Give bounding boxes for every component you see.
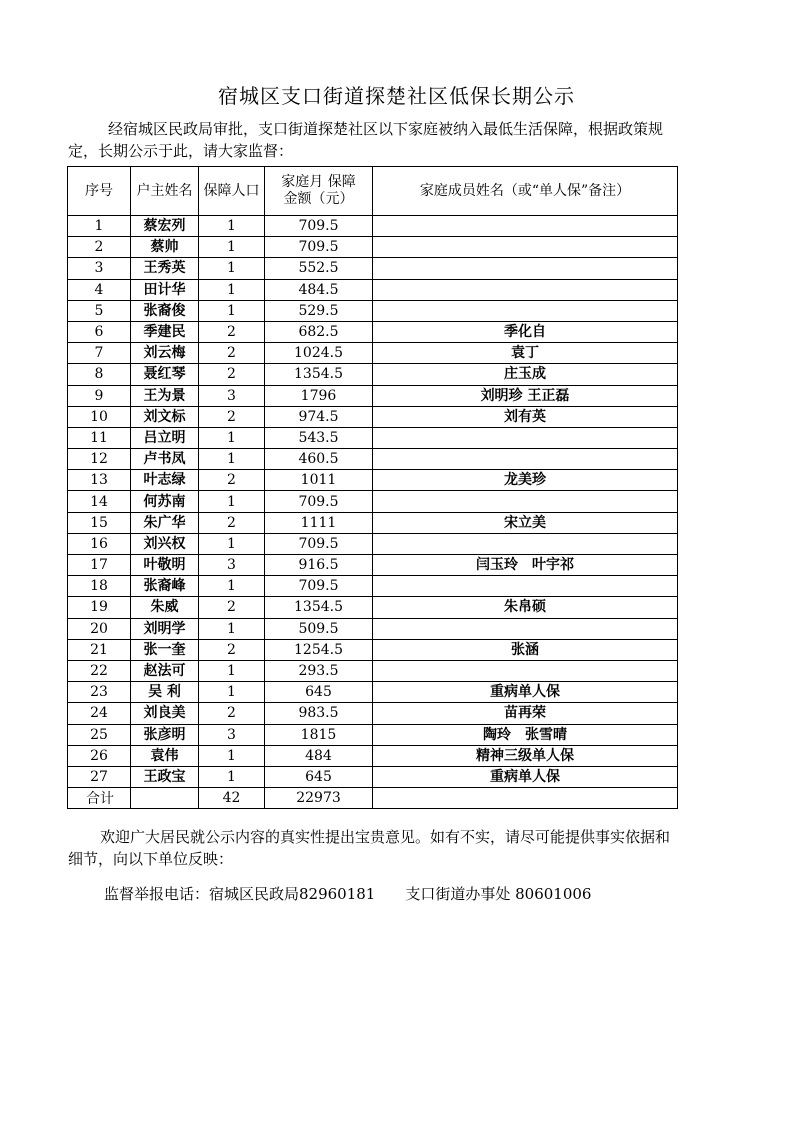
row-monthly-amount: 983.5	[265, 703, 373, 724]
row-serial-number: 23	[68, 682, 131, 703]
total-persons: 42	[199, 788, 265, 809]
intro-paragraph: 经宿城区民政局审批，支口街道探楚社区以下家庭被纳入最低生活保障，根据政策规定，长期公示于此，请大家监督：	[68, 120, 664, 160]
row-covered-persons: 2	[199, 512, 265, 533]
row-monthly-amount: 1024.5	[265, 343, 373, 364]
row-covered-persons: 3	[199, 724, 265, 745]
row-monthly-amount: 1354.5	[265, 364, 373, 385]
row-covered-persons: 2	[199, 470, 265, 491]
row-household-head: 田计华	[131, 279, 199, 300]
row-serial-number: 9	[68, 385, 131, 406]
row-monthly-amount: 543.5	[265, 427, 373, 448]
row-covered-persons: 1	[199, 427, 265, 448]
row-serial-number: 13	[68, 470, 131, 491]
row-monthly-amount: 1011	[265, 470, 373, 491]
row-household-head: 张彦明	[131, 724, 199, 745]
row-monthly-amount: 1796	[265, 385, 373, 406]
row-family-members: 龙美珍	[373, 470, 678, 491]
row-household-head: 叶志绿	[131, 470, 199, 491]
row-family-members: 重病单人保	[373, 682, 678, 703]
row-family-members	[373, 533, 678, 554]
table-row	[68, 364, 678, 385]
table-row	[68, 745, 678, 766]
header-household-head: 户主姓名	[131, 167, 199, 216]
row-family-members	[373, 279, 678, 300]
table-row	[68, 576, 678, 597]
table-row	[68, 321, 678, 342]
row-serial-number: 17	[68, 555, 131, 576]
row-family-members: 重病单人保	[373, 766, 678, 787]
row-serial-number: 1	[68, 216, 131, 237]
row-covered-persons: 1	[199, 279, 265, 300]
row-monthly-amount: 916.5	[265, 555, 373, 576]
row-family-members: 朱帛硕	[373, 597, 678, 618]
table-row	[68, 449, 678, 470]
row-monthly-amount: 529.5	[265, 300, 373, 321]
total-row	[68, 788, 678, 809]
row-household-head: 卢书凤	[131, 449, 199, 470]
table-row	[68, 279, 678, 300]
header-monthly-amount: 家庭月 保障金额（元）	[265, 167, 373, 216]
row-monthly-amount: 709.5	[265, 237, 373, 258]
row-family-members	[373, 237, 678, 258]
table-row	[68, 703, 678, 724]
row-covered-persons: 2	[199, 364, 265, 385]
header-family-members: 家庭成员姓名（或“单人保”备注）	[373, 167, 678, 216]
table-row	[68, 300, 678, 321]
row-covered-persons: 1	[199, 745, 265, 766]
row-family-members: 精神三级单人保	[373, 745, 678, 766]
row-family-members: 陶玲 张雪晴	[373, 724, 678, 745]
row-serial-number: 5	[68, 300, 131, 321]
row-covered-persons: 1	[199, 618, 265, 639]
table-row	[68, 427, 678, 448]
row-household-head: 朱广华	[131, 512, 199, 533]
row-covered-persons: 1	[199, 766, 265, 787]
row-covered-persons: 1	[199, 682, 265, 703]
row-monthly-amount: 709.5	[265, 216, 373, 237]
table-row	[68, 258, 678, 279]
row-covered-persons: 2	[199, 321, 265, 342]
row-family-members	[373, 216, 678, 237]
row-covered-persons: 2	[199, 703, 265, 724]
row-serial-number: 24	[68, 703, 131, 724]
table-row	[68, 470, 678, 491]
row-household-head: 季建民	[131, 321, 199, 342]
row-serial-number: 22	[68, 660, 131, 681]
row-family-members	[373, 491, 678, 512]
row-household-head: 张裔俊	[131, 300, 199, 321]
row-serial-number: 27	[68, 766, 131, 787]
row-monthly-amount: 484.5	[265, 279, 373, 300]
row-serial-number: 6	[68, 321, 131, 342]
table-row	[68, 682, 678, 703]
row-covered-persons: 3	[199, 385, 265, 406]
row-serial-number: 4	[68, 279, 131, 300]
table-row	[68, 660, 678, 681]
row-monthly-amount: 484	[265, 745, 373, 766]
row-household-head: 蔡宏列	[131, 216, 199, 237]
row-serial-number: 15	[68, 512, 131, 533]
closing-paragraph: 欢迎广大居民就公示内容的真实性提出宝贵意见。如有不实，请尽可能提供事实依据和细节，向以下单位反映：	[68, 828, 671, 868]
row-serial-number: 10	[68, 406, 131, 427]
row-household-head: 王秀英	[131, 258, 199, 279]
row-family-members: 张涵	[373, 639, 678, 660]
row-household-head: 吕立明	[131, 427, 199, 448]
row-covered-persons: 3	[199, 555, 265, 576]
assistance-table	[67, 166, 678, 809]
row-family-members	[373, 449, 678, 470]
row-family-members: 苗再荣	[373, 703, 678, 724]
row-serial-number: 18	[68, 576, 131, 597]
total-label: 合计	[68, 788, 131, 809]
total-empty-cell	[131, 788, 199, 809]
row-monthly-amount: 682.5	[265, 321, 373, 342]
row-household-head: 刘云梅	[131, 343, 199, 364]
table-row	[68, 724, 678, 745]
row-monthly-amount: 293.5	[265, 660, 373, 681]
row-household-head: 张裔峰	[131, 576, 199, 597]
row-covered-persons: 2	[199, 343, 265, 364]
row-household-head: 袁伟	[131, 745, 199, 766]
header-covered-persons: 保障人口	[199, 167, 265, 216]
row-family-members: 闫玉玲 叶宇祁	[373, 555, 678, 576]
table-row	[68, 491, 678, 512]
row-monthly-amount: 709.5	[265, 576, 373, 597]
row-serial-number: 12	[68, 449, 131, 470]
row-family-members	[373, 427, 678, 448]
row-family-members: 庄玉成	[373, 364, 678, 385]
table-header-row	[68, 167, 678, 216]
row-household-head: 蔡帅	[131, 237, 199, 258]
row-monthly-amount: 974.5	[265, 406, 373, 427]
row-household-head: 王为景	[131, 385, 199, 406]
table-row	[68, 555, 678, 576]
table-body	[68, 216, 678, 788]
row-monthly-amount: 1815	[265, 724, 373, 745]
row-family-members	[373, 258, 678, 279]
table-row	[68, 406, 678, 427]
row-monthly-amount: 645	[265, 766, 373, 787]
row-serial-number: 7	[68, 343, 131, 364]
row-covered-persons: 1	[199, 237, 265, 258]
row-serial-number: 8	[68, 364, 131, 385]
table-row	[68, 639, 678, 660]
row-family-members	[373, 300, 678, 321]
row-monthly-amount: 552.5	[265, 258, 373, 279]
row-household-head: 赵法可	[131, 660, 199, 681]
row-monthly-amount: 509.5	[265, 618, 373, 639]
total-members-cell	[373, 788, 678, 809]
row-monthly-amount: 1111	[265, 512, 373, 533]
row-covered-persons: 1	[199, 258, 265, 279]
row-household-head: 聂红琴	[131, 364, 199, 385]
table-row	[68, 533, 678, 554]
table-row	[68, 343, 678, 364]
row-household-head: 张一奎	[131, 639, 199, 660]
row-covered-persons: 2	[199, 406, 265, 427]
row-serial-number: 11	[68, 427, 131, 448]
table-row	[68, 597, 678, 618]
row-family-members: 刘有英	[373, 406, 678, 427]
row-household-head: 吴 利	[131, 682, 199, 703]
row-covered-persons: 1	[199, 533, 265, 554]
row-monthly-amount: 1254.5	[265, 639, 373, 660]
row-household-head: 王政宝	[131, 766, 199, 787]
row-covered-persons: 2	[199, 639, 265, 660]
row-serial-number: 19	[68, 597, 131, 618]
row-serial-number: 25	[68, 724, 131, 745]
row-household-head: 何苏南	[131, 491, 199, 512]
row-household-head: 叶敬明	[131, 555, 199, 576]
row-household-head: 朱威	[131, 597, 199, 618]
row-family-members	[373, 618, 678, 639]
row-family-members: 袁丁	[373, 343, 678, 364]
row-family-members: 刘明珍 王正磊	[373, 385, 678, 406]
row-serial-number: 3	[68, 258, 131, 279]
row-monthly-amount: 460.5	[265, 449, 373, 470]
row-covered-persons: 1	[199, 491, 265, 512]
row-family-members	[373, 576, 678, 597]
page-title: 宿城区支口街道探楚社区低保长期公示	[218, 84, 575, 108]
row-family-members	[373, 660, 678, 681]
row-monthly-amount: 709.5	[265, 533, 373, 554]
row-serial-number: 26	[68, 745, 131, 766]
table-row	[68, 216, 678, 237]
row-covered-persons: 1	[199, 216, 265, 237]
row-monthly-amount: 709.5	[265, 491, 373, 512]
row-covered-persons: 2	[199, 597, 265, 618]
row-serial-number: 21	[68, 639, 131, 660]
total-amount: 22973	[265, 788, 373, 809]
table-row	[68, 766, 678, 787]
table-row	[68, 385, 678, 406]
table-row	[68, 512, 678, 533]
row-household-head: 刘良美	[131, 703, 199, 724]
row-family-members: 宋立美	[373, 512, 678, 533]
row-serial-number: 2	[68, 237, 131, 258]
row-monthly-amount: 645	[265, 682, 373, 703]
hotline-line: 监督举报电话：宿城区民政局82960181 支口街道办事处 80601006	[104, 885, 592, 903]
row-serial-number: 16	[68, 533, 131, 554]
table-row	[68, 618, 678, 639]
row-covered-persons: 1	[199, 300, 265, 321]
header-serial-number: 序号	[68, 167, 131, 216]
row-household-head: 刘兴权	[131, 533, 199, 554]
row-household-head: 刘明学	[131, 618, 199, 639]
row-household-head: 刘文标	[131, 406, 199, 427]
row-serial-number: 20	[68, 618, 131, 639]
table-row	[68, 237, 678, 258]
row-covered-persons: 1	[199, 576, 265, 597]
row-covered-persons: 1	[199, 660, 265, 681]
row-monthly-amount: 1354.5	[265, 597, 373, 618]
row-covered-persons: 1	[199, 449, 265, 470]
row-serial-number: 14	[68, 491, 131, 512]
row-family-members: 季化自	[373, 321, 678, 342]
